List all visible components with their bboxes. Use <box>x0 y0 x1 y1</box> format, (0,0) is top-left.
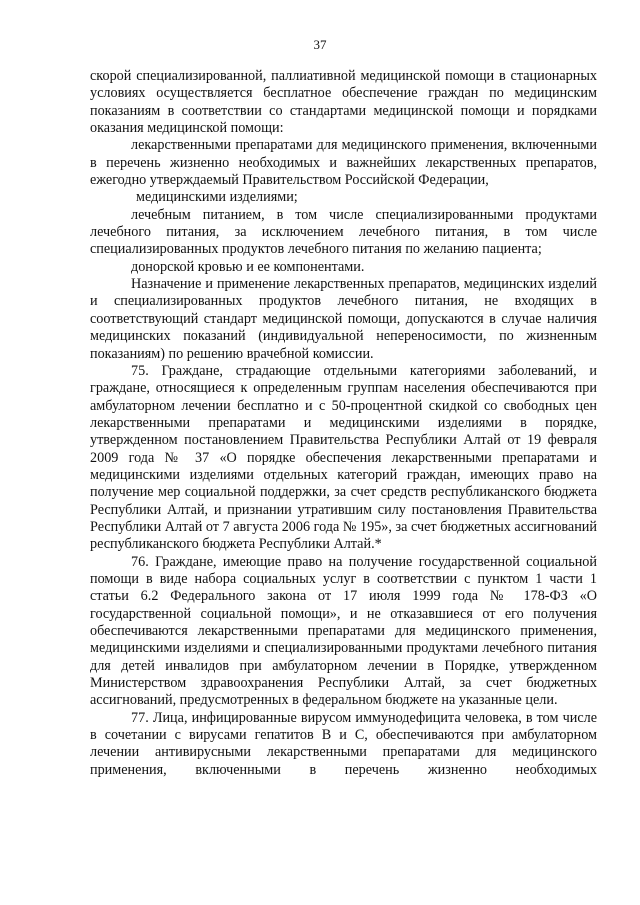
paragraph-nutrition: лечебным питанием, в том числе специализированными продуктами лечебного питания, за исключением лечебного питания, в том числе специализированных продуктов лечебного питания по желанию пациента; <box>90 206 597 258</box>
document-body <box>90 68 597 779</box>
paragraph-item-76: 76. Граждане, имеющие право на получение государственной социальной помощи в виде набора социальных услуг в соответствии с пунктом 1 части 1 статьи 6.2 Федерального закона от 17 июля 1999 года № 178-ФЗ «О государственной социальной помощи», и не отказавшиеся от его получения обеспечиваются лекарственными препаратами для медицинского применения, медицинскими изделиями и специализированными продуктами лечебного питания для детей инвалидов при амбулаторном лечении в Порядке, утвержденном Министерством здравоохранения Республики Алтай, за счет бюджетных ассигнований, предусмотренных в федеральном бюджете на указанные цели. <box>90 553 597 709</box>
paragraph-item-77: 77. Лица, инфицированные вирусом иммунодефицита человека, в том числе в сочетании с вирусами гепатитов В и С, обеспечиваются при амбулаторном лечении антивирусными лекарственными препаратами для медицинского применения, включенными в перечень жизненно необходимых <box>90 709 597 778</box>
paragraph-medical-devices: медицинскими изделиями; <box>136 189 298 206</box>
paragraph-medicines: лекарственными препаратами для медицинского применения, включенными в перечень жизненно необходимых и важнейших лекарственных препаратов, ежегодно утверждаемый Правительством Российской Федерации, <box>90 137 597 189</box>
paragraph-item-75: 75. Граждане, страдающие отдельными категориями заболеваний, и граждане, относящиеся к определенным группам населения обеспечиваются при амбулаторном лечении бесплатно и с 50-процентной скидкой со свободных цен лекарственными препаратами и медицинскими изделиями в порядке, утвержденном постановлением Правительства Республики Алтай от 19 февраля 2009 года № 37 «О порядке обеспечения лекарственными препаратами и медицинскими изделиями отдельных категорий граждан, имеющих право на получение мер социальной поддержки, за счет средств республиканского бюджета Республики Алтай, и признании утратившим силу постановления Правительства Республики Алтай от 7 августа 2006 года № 195», за счет бюджетных ассигнований республиканского бюджета Республики Алтай.* <box>90 362 597 553</box>
page-number: 37 <box>313 37 327 52</box>
paragraph-intro: скорой специализированной, паллиативной медицинской помощи в стационарных условиях осуществляется бесплатное обеспечение граждан по медицинским показаниям в соответствии со стандартами медицинской помощи и порядками оказания медицинской помощи: <box>90 68 597 137</box>
paragraph-prescription: Назначение и применение лекарственных препаратов, медицинских изделий и специализированных продуктов лечебного питания, не входящих в соответствующий стандарт медицинской помощи, допускаются в случае наличия медицинских показаний (индивидуальной непереносимости, по жизненным показаниям) по решению врачебной комиссии. <box>90 276 597 362</box>
paragraph-donor-blood: донорской кровью и ее компонентами. <box>131 258 365 275</box>
